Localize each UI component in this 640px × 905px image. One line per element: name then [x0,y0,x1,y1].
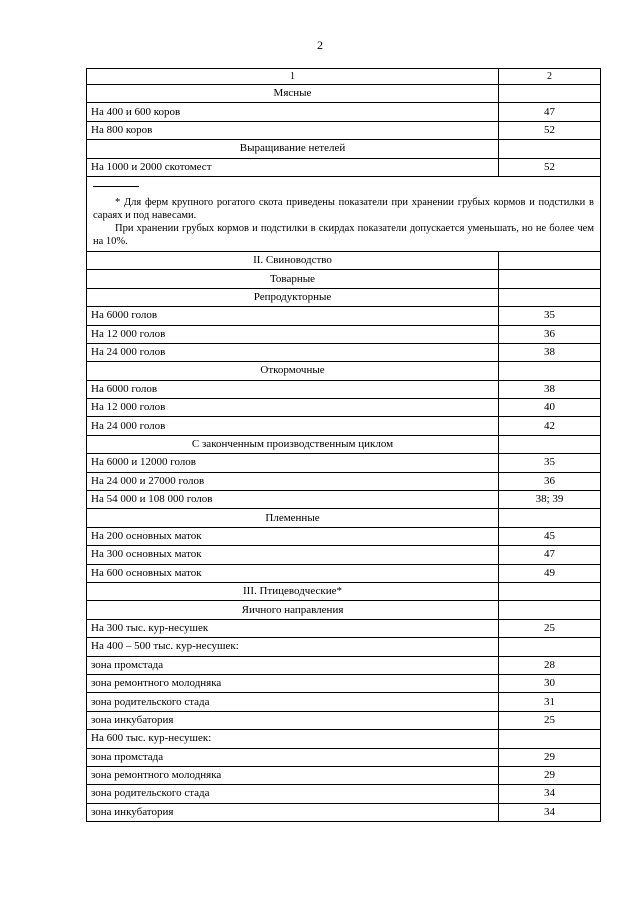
section-header-row [87,140,601,158]
table-row [87,656,601,674]
table-row [87,693,601,711]
table-row [87,619,601,637]
table-body-top [87,69,601,177]
footnote-row [87,176,601,251]
row-label: На 300 тыс. кур-несушек [87,619,499,637]
row-label: На 6000 и 12000 голов [87,454,499,472]
row-value [499,730,601,748]
footnote-separator [93,186,139,187]
row-value: 47 [499,103,601,121]
footnote-cell [87,176,601,251]
row-value: 25 [499,619,601,637]
section-header-row [87,509,601,527]
table-row [87,343,601,361]
footnote-paragraph-1: * Для ферм крупного рогатого скота приведены показатели при хранении грубых кормов и подстилки в сараях и под навесами. [93,196,594,221]
row-value: 34 [499,785,601,803]
section-header-row [87,435,601,453]
value-cell-empty [499,251,601,269]
row-label: На 12 000 голов [87,399,499,417]
row-value: 38; 39 [499,491,601,509]
row-label: зона промстада [87,748,499,766]
table-header-row [87,69,601,85]
table-row [87,325,601,343]
row-value: 31 [499,693,601,711]
section-header-row [87,85,601,103]
value-cell-empty [499,601,601,619]
row-value: 49 [499,564,601,582]
row-value: 25 [499,711,601,729]
row-value: 38 [499,343,601,361]
value-cell-empty [499,435,601,453]
table-row [87,527,601,545]
column-header-1: 1 [87,69,499,85]
row-label: зона родительского стада [87,785,499,803]
table-row [87,417,601,435]
row-value: 40 [499,399,601,417]
table-row [87,454,601,472]
table-row [87,766,601,784]
section-header-row [87,601,601,619]
table-row [87,380,601,398]
column-header-2: 2 [499,69,601,85]
row-value: 35 [499,454,601,472]
row-label: зона ремонтного молодняка [87,674,499,692]
section-title: II. Свиноводство [87,251,499,269]
table-row [87,472,601,490]
section-title: Племенные [87,509,499,527]
section-header-row [87,582,601,600]
section-title: Яичного направления [87,601,499,619]
row-value: 34 [499,803,601,821]
table-row [87,711,601,729]
section-title: Мясные [87,85,499,103]
value-cell-empty [499,582,601,600]
table-row [87,158,601,176]
row-value: 29 [499,748,601,766]
value-cell-empty [499,362,601,380]
value-cell-empty [499,140,601,158]
row-label: На 24 000 и 27000 голов [87,472,499,490]
row-value [499,638,601,656]
row-value: 52 [499,158,601,176]
footnote-body [87,176,601,251]
row-label: На 200 основных маток [87,527,499,545]
table-row [87,803,601,821]
section-header-row [87,362,601,380]
row-value: 52 [499,121,601,139]
section-header-row [87,288,601,306]
table-row [87,307,601,325]
table-row [87,638,601,656]
indicator-table [86,68,601,822]
row-label: На 6000 голов [87,307,499,325]
table-row [87,546,601,564]
row-label: На 600 основных маток [87,564,499,582]
section-title: Товарные [87,270,499,288]
row-label: На 54 000 и 108 000 голов [87,491,499,509]
page-number: 2 [317,38,323,52]
row-label: На 6000 голов [87,380,499,398]
row-label: зона инкубатория [87,803,499,821]
table-row [87,564,601,582]
row-label: На 400 и 600 коров [87,103,499,121]
table-row [87,399,601,417]
table-row [87,785,601,803]
row-label: На 24 000 голов [87,417,499,435]
row-value: 47 [499,546,601,564]
row-label: На 24 000 голов [87,343,499,361]
row-label: На 1000 и 2000 скотомест [87,158,499,176]
table-row [87,121,601,139]
row-value: 38 [499,380,601,398]
value-cell-empty [499,509,601,527]
value-cell-empty [499,85,601,103]
section-title: Откормочные [87,362,499,380]
row-label: На 12 000 голов [87,325,499,343]
row-value: 42 [499,417,601,435]
value-cell-empty [499,270,601,288]
row-value: 45 [499,527,601,545]
footnote-paragraph-2: При хранении грубых кормов и подстилки в скирдах показатели допускается уменьшать, но не более чем на 10%. [93,222,594,247]
table-row [87,748,601,766]
value-cell-empty [499,288,601,306]
table-row [87,674,601,692]
row-value: 36 [499,472,601,490]
row-value: 30 [499,674,601,692]
row-value: 28 [499,656,601,674]
row-value: 36 [499,325,601,343]
row-label: зона промстада [87,656,499,674]
section-title: Репродукторные [87,288,499,306]
table-row [87,491,601,509]
section-header-row [87,251,601,269]
row-value: 29 [499,766,601,784]
row-label: На 600 тыс. кур-несушек: [87,730,499,748]
row-label: зона ремонтного молодняка [87,766,499,784]
row-value: 35 [499,307,601,325]
section-title: III. Птицеводческие* [87,582,499,600]
row-label: зона инкубатория [87,711,499,729]
row-label: На 300 основных маток [87,546,499,564]
row-label: зона родительского стада [87,693,499,711]
table-row [87,103,601,121]
row-label: На 400 – 500 тыс. кур-несушек: [87,638,499,656]
table-body-bottom [87,251,601,821]
section-title: С законченным производственным циклом [87,435,499,453]
row-label: На 800 коров [87,121,499,139]
section-title: Выращивание нетелей [87,140,499,158]
table-row [87,730,601,748]
section-header-row [87,270,601,288]
